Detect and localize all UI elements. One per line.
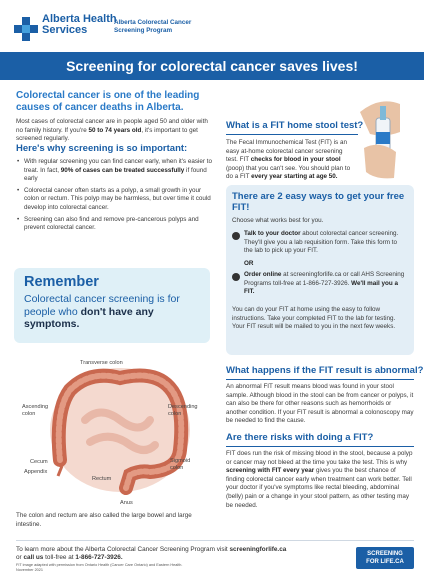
option-bullet-icon (232, 273, 240, 281)
risks-heading: Are there risks with doing a FIT? (226, 432, 374, 443)
footer-contact: To learn more about the Alberta Colorectal Cancer Screening Program visit screeningforlife.ca or call us toll-free at 1-866-727-3926. (16, 546, 287, 561)
label-cecum: Cecum (30, 459, 48, 465)
ways-heading: There are 2 easy ways to get your free FIT! (232, 191, 405, 213)
fit-paragraph: The Fecal Immunochemical Test (FIT) is an easy at-home colorectal cancer screening test. FIT checks for blood in your stool (poop) that you can't see. You should plan to do a FIT every year starting at age 50. (226, 139, 351, 181)
page-title: Screening for colorectal cancer saves lives! (66, 58, 358, 74)
list-item: • Colorectal cancer often starts as a polyp, a small growth in your colon or rectum. This polyp may be harmless, but over time it could develop into colorectal cancer. (24, 187, 216, 213)
intro-paragraph: Most cases of colorectal cancer are in people aged 50 and older with no family history. If you're 50 to 74 years old, it's important to get screened regularly. (16, 118, 208, 143)
org-name: Alberta Health Services (42, 13, 117, 36)
remember-text: Colorectal cancer screening is for people who don't have any symptoms. (24, 293, 180, 330)
abnormal-text: An abnormal FIT result means blood was found in your stool sample. Although blood in the stool can be from cancer or polyps, it can also be there for other reasons such as hemorrhoids or another condition. If your FIT result is abnormal a colonoscopy may be needed to find the cause. (226, 383, 414, 425)
label-sigmoid-colon: Sigmoid colon (170, 458, 191, 471)
program-name: Alberta Colorectal Cancer Screening Program (114, 19, 192, 34)
list-item: • Screening can also find and remove pre-cancerous polyps and prevent colorectal cancer. (24, 216, 216, 233)
ways-choose: Choose what works best for you. (232, 217, 324, 224)
divider (226, 446, 414, 447)
ahs-logo-icon (14, 17, 38, 41)
footer-divider (16, 540, 414, 541)
remember-heading: Remember (24, 274, 99, 290)
option-bullet-icon (232, 232, 240, 240)
label-transverse-colon: Transverse colon (80, 360, 123, 366)
intro-heading: Colorectal cancer is one of the leading causes of cancer deaths in Alberta. (16, 90, 200, 113)
option-online: Order online at screeningforlife.ca or call AHS Screening Programs toll-free at 1-866-727-3926. We'll mail you a FIT. (244, 271, 405, 296)
why-heading: Here's why screening is so important: (16, 143, 188, 154)
anatomy-caption: The colon and rectum are also called the large bowel and large intestine. (16, 512, 192, 528)
risks-text: FIT does run the risk of missing blood in the stool, because a polyp or cancer may not bleed at the time you take the test. This is why screening with FIT every year gives you the best chance of finding colorectal cancer early when treatment can work better. Tell your doctor if you've symptoms like rectal bleeding, abdominal (belly) pain or a change in your stool pattern, as other testing may be needed. (226, 450, 413, 509)
fit-heading: What is a FIT home stool test? (226, 120, 364, 131)
why-list (16, 158, 216, 236)
list-item: • With regular screening you can find cancer early, when it's easier to treat. In fact, 90% of cases can be treated successfully if found early (24, 158, 216, 184)
abnormal-heading: What happens if the FIT result is abnormal? (226, 365, 424, 376)
label-rectum: Rectum (92, 476, 112, 482)
colon-illustration (30, 350, 210, 495)
fit-kit-image (360, 92, 416, 180)
label-anus: Anus (120, 500, 133, 506)
label-descending-colon: Descending colon (168, 404, 198, 417)
screening-for-life-logo: SCREENING FOR LIFE.CA (356, 547, 414, 569)
footer-credit: FIT image adapted with permission from Ontario Health (Cancer Care Ontario) and Eastern Health. November 2021 (16, 563, 183, 572)
label-ascending-colon: Ascending colon (22, 404, 49, 417)
option-doctor: Talk to your doctor about colorectal cancer screening. They'll give you a lab requisition form. Take this form to the lab to pick up your FIT. (244, 230, 399, 255)
ways-closing: You can do your FIT at home using the easy to follow instructions. Take your completed FIT to the lab for testing. Your FIT result will be mailed to you in the next few weeks. (232, 306, 396, 331)
label-appendix: Appendix (24, 469, 48, 475)
divider (226, 134, 358, 135)
option-separator: OR (244, 260, 254, 267)
divider (226, 379, 414, 380)
